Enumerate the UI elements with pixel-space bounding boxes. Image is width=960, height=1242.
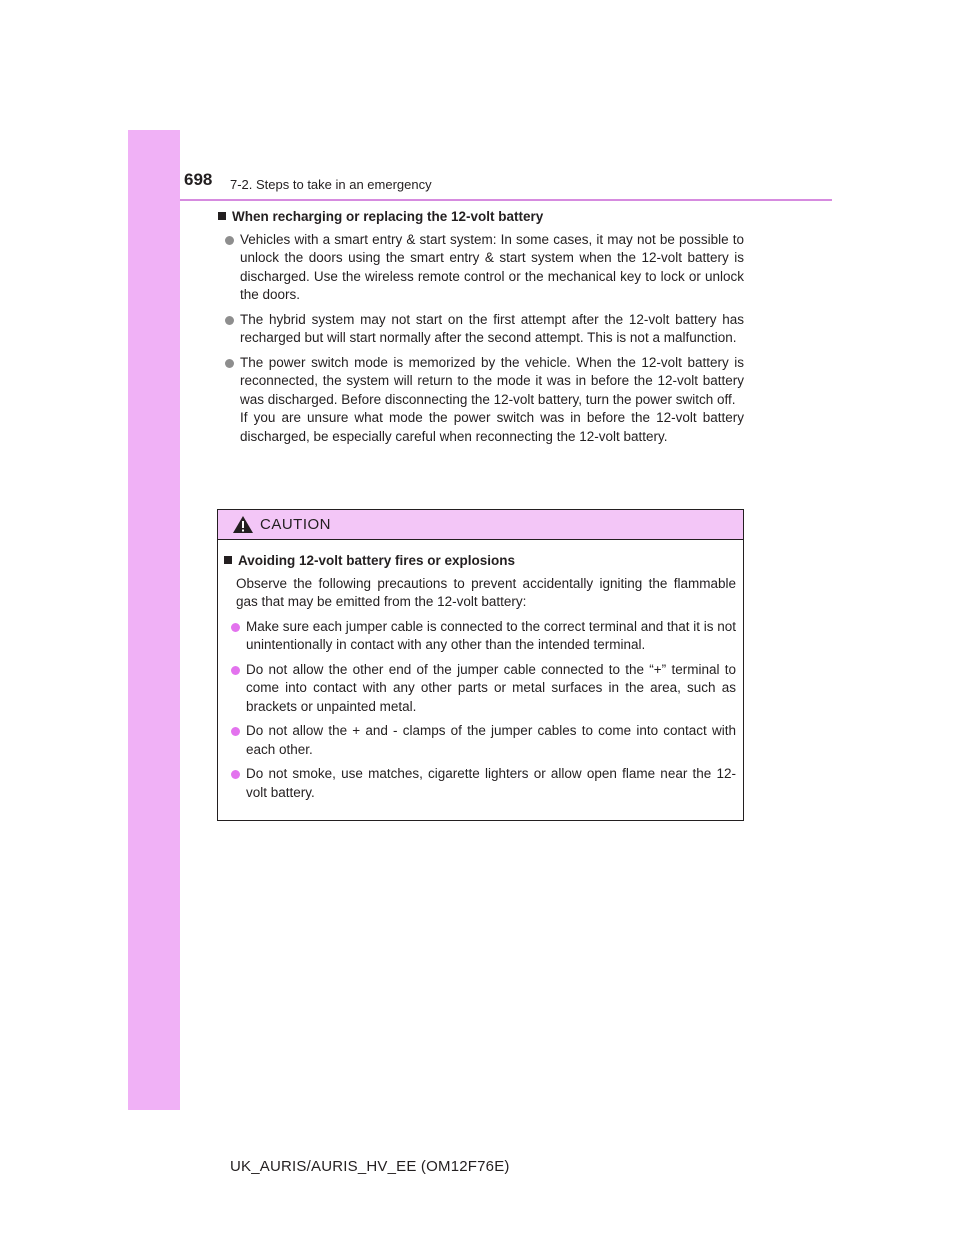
warning-triangle-icon <box>232 515 254 534</box>
square-bullet-icon <box>224 556 232 564</box>
caution-item-text: Make sure each jumper cable is connected to the correct terminal and that it is not unintentionally in contact with any other than the intended terminal. <box>246 618 737 652</box>
page-number: 698 <box>184 170 213 189</box>
round-bullet-icon <box>225 236 234 245</box>
caution-item-text: Do not smoke, use matches, cigarette lighters or allow open flame near the 12-volt battery. <box>246 766 736 800</box>
model-code-footer: UK_AURIS/AURIS_HV_EE (OM12F76E) <box>230 1158 510 1175</box>
round-bullet-icon <box>231 623 240 632</box>
round-bullet-icon <box>231 727 240 736</box>
caution-heading-text: Avoiding 12-volt battery fires or explosions <box>238 553 516 568</box>
list-item-text: The power switch mode is memorized by the vehicle. When the 12-volt battery is reconnected, the system will return to the mode it was in before the 12-volt battery was discharged. Before disconnecting the 12-volt battery, turn the power switch off. <box>240 354 744 407</box>
caution-body <box>218 540 743 802</box>
round-bullet-icon <box>231 666 240 675</box>
round-bullet-icon <box>225 359 234 368</box>
caution-list-item <box>224 661 736 717</box>
list-item-text: Vehicles with a smart entry & start system: In some cases, it may not be possible to unlock the doors using the smart entry & start system when the 12-volt battery is discharged. Use the wireless remote control or the mechanical key to lock or unlock the doors. <box>240 231 744 302</box>
main-content <box>218 208 744 452</box>
caution-list-item <box>224 722 736 759</box>
caution-header <box>218 510 743 540</box>
round-bullet-icon <box>225 316 234 325</box>
chapter-sidebar-tab <box>128 130 180 1110</box>
caution-box <box>217 509 744 821</box>
list-item-text: The hybrid system may not start on the first attempt after the 12-volt battery has recharged but will start normally after the second attempt. This is not a malfunction. <box>240 311 744 345</box>
round-bullet-icon <box>231 770 240 779</box>
section-heading <box>218 208 744 227</box>
caution-heading <box>224 552 736 571</box>
list-item <box>218 354 744 447</box>
square-bullet-icon <box>218 212 226 220</box>
list-item <box>218 311 744 348</box>
caution-item-text: Do not allow the other end of the jumper cable connected to the “+” terminal to come into contact with any other parts or metal surfaces in the area, such as brackets or unpainted metal. <box>246 661 736 714</box>
caution-list-item <box>224 765 736 802</box>
section-title: 7-2. Steps to take in an emergency <box>230 177 432 192</box>
caution-item-text: Do not allow the + and - clamps of the jumper cables to come into contact with each other. <box>246 723 736 757</box>
section-heading-text: When recharging or replacing the 12-volt battery <box>232 209 544 224</box>
list-item <box>218 231 744 305</box>
caution-intro: Observe the following precautions to prevent accidentally igniting the flammable gas that may be emitted from the 12-volt battery: <box>236 575 736 609</box>
caution-list-item <box>224 618 736 655</box>
header-divider <box>180 199 832 201</box>
caution-label: CAUTION <box>260 516 331 533</box>
list-item-note: If you are unsure what mode the power switch was in before the 12-volt battery discharged, be especially careful when reconnecting the 12-volt battery. <box>240 410 744 444</box>
